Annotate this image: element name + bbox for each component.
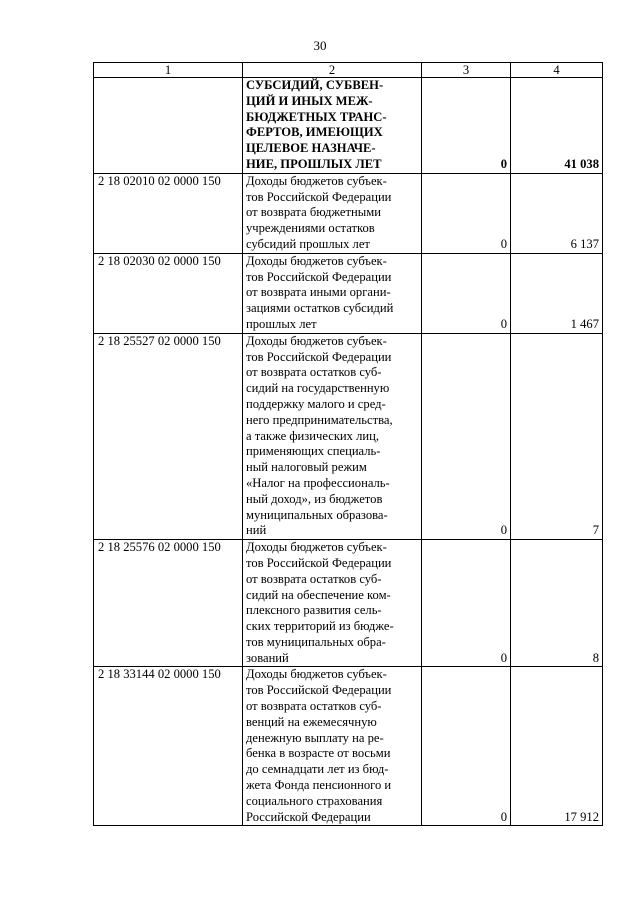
row-name-line: тов Российской Федерации <box>246 683 392 698</box>
row-name-line: него предпринимательства, <box>246 412 393 427</box>
table-row <box>94 253 603 333</box>
row-name <box>243 333 422 539</box>
row-name-line: от возврата остатков суб- <box>246 699 382 714</box>
row-name-line: «Налог на профессиональ- <box>246 475 390 490</box>
header-col-4: 4 <box>511 63 603 78</box>
header-col-1: 1 <box>94 63 243 78</box>
row-name-line: зований <box>246 650 289 665</box>
row-name-line: венций на ежемесячную <box>246 714 377 729</box>
row-name-line: от возврата остатков суб- <box>246 571 382 586</box>
row-name-line: ний <box>246 523 267 538</box>
row-name-line: БЮДЖЕТНЫХ ТРАНС- <box>246 109 387 124</box>
row-name-line: до семнадцати лет из бюд- <box>246 762 389 777</box>
budget-table <box>93 62 603 826</box>
row-name-line: тов Российской Федерации <box>246 349 392 364</box>
row-name-line: социального страхования <box>246 793 383 808</box>
row-name-line: от возврата остатков суб- <box>246 365 382 380</box>
row-col4-value: 1 467 <box>511 253 603 333</box>
row-name-line: плексного развития сель- <box>246 603 382 618</box>
row-name <box>243 667 422 826</box>
table-row <box>94 540 603 667</box>
row-code: 2 18 25527 02 0000 150 <box>94 333 243 539</box>
row-name-line: Российской Федерации <box>246 809 371 824</box>
table-row <box>94 333 603 539</box>
row-name-line: бенка в возрасте от восьми <box>246 746 391 761</box>
row-name-line: тов Российской Федерации <box>246 189 392 204</box>
row-name-line: денежную выплату на ре- <box>246 730 384 745</box>
row-name-line: Доходы бюджетов субъек- <box>246 173 387 188</box>
row-name-line: применяющих специаль- <box>246 444 381 459</box>
row-name-line: Доходы бюджетов субъек- <box>246 540 387 555</box>
row-name-line: учреждениями остатков <box>246 221 375 236</box>
row-name-line: ских территорий из бюдже- <box>246 619 394 634</box>
row-name-line: ный налоговый режим <box>246 460 367 475</box>
row-code: 2 18 02030 02 0000 150 <box>94 253 243 333</box>
row-name-line: тов муниципальных обра- <box>246 634 386 649</box>
row-col3-value: 0 <box>422 253 511 333</box>
row-name-line: жета Фонда пенсионного и <box>246 778 392 793</box>
row-col4-value: 41 038 <box>511 78 603 174</box>
row-name-line: ЦЕЛЕВОЕ НАЗНАЧЕ- <box>246 141 376 156</box>
row-name-line: сидий на обеспечение ком- <box>246 587 391 602</box>
row-name-line: ФЕРТОВ, ИМЕЮЩИХ <box>246 125 383 140</box>
table-body <box>94 78 603 826</box>
header-row <box>94 63 603 78</box>
row-name-line: прошлых лет <box>246 316 317 331</box>
page-number: 30 <box>313 38 327 53</box>
row-name-line: Доходы бюджетов субъек- <box>246 667 387 682</box>
row-col3-value: 0 <box>422 333 511 539</box>
row-code <box>94 78 243 174</box>
row-name <box>243 78 422 174</box>
row-name-line: НИЕ, ПРОШЛЫХ ЛЕТ <box>246 156 382 171</box>
row-col3-value: 0 <box>422 78 511 174</box>
row-name <box>243 540 422 667</box>
row-col3-value: 0 <box>422 540 511 667</box>
row-name-line: поддержку малого и сред- <box>246 396 386 411</box>
row-name-line: муниципальных образова- <box>246 507 388 522</box>
row-name <box>243 173 422 253</box>
row-name-line: тов Российской Федерации <box>246 269 392 284</box>
row-col4-value: 8 <box>511 540 603 667</box>
row-col4-value: 6 137 <box>511 173 603 253</box>
row-name-line: СУБСИДИЙ, СУБВЕН- <box>246 78 384 92</box>
table-row <box>94 173 603 253</box>
row-name-line: Доходы бюджетов субъек- <box>246 333 387 348</box>
row-col3-value: 0 <box>422 173 511 253</box>
row-code: 2 18 33144 02 0000 150 <box>94 667 243 826</box>
row-code: 2 18 25576 02 0000 150 <box>94 540 243 667</box>
row-name-line: Доходы бюджетов субъек- <box>246 253 387 268</box>
row-name-line: сидий на государственную <box>246 381 390 396</box>
row-name-line: ный доход», из бюджетов <box>246 491 383 506</box>
table-row <box>94 667 603 826</box>
header-col-3: 3 <box>422 63 511 78</box>
row-name-line: субсидий прошлых лет <box>246 236 370 251</box>
row-name-line: зациями остатков субсидий <box>246 301 394 316</box>
row-name-line: от возврата бюджетными <box>246 205 381 220</box>
row-name <box>243 253 422 333</box>
row-name-line: ЦИЙ И ИНЫХ МЕЖ- <box>246 93 373 108</box>
row-name-line: тов Российской Федерации <box>246 555 392 570</box>
row-code: 2 18 02010 02 0000 150 <box>94 173 243 253</box>
header-col-2: 2 <box>243 63 422 78</box>
row-name-line: а также физических лиц, <box>246 428 380 443</box>
row-col3-value: 0 <box>422 667 511 826</box>
row-name-line: от возврата иными органи- <box>246 285 391 300</box>
row-col4-value: 7 <box>511 333 603 539</box>
table-row <box>94 78 603 174</box>
row-col4-value: 17 912 <box>511 667 603 826</box>
